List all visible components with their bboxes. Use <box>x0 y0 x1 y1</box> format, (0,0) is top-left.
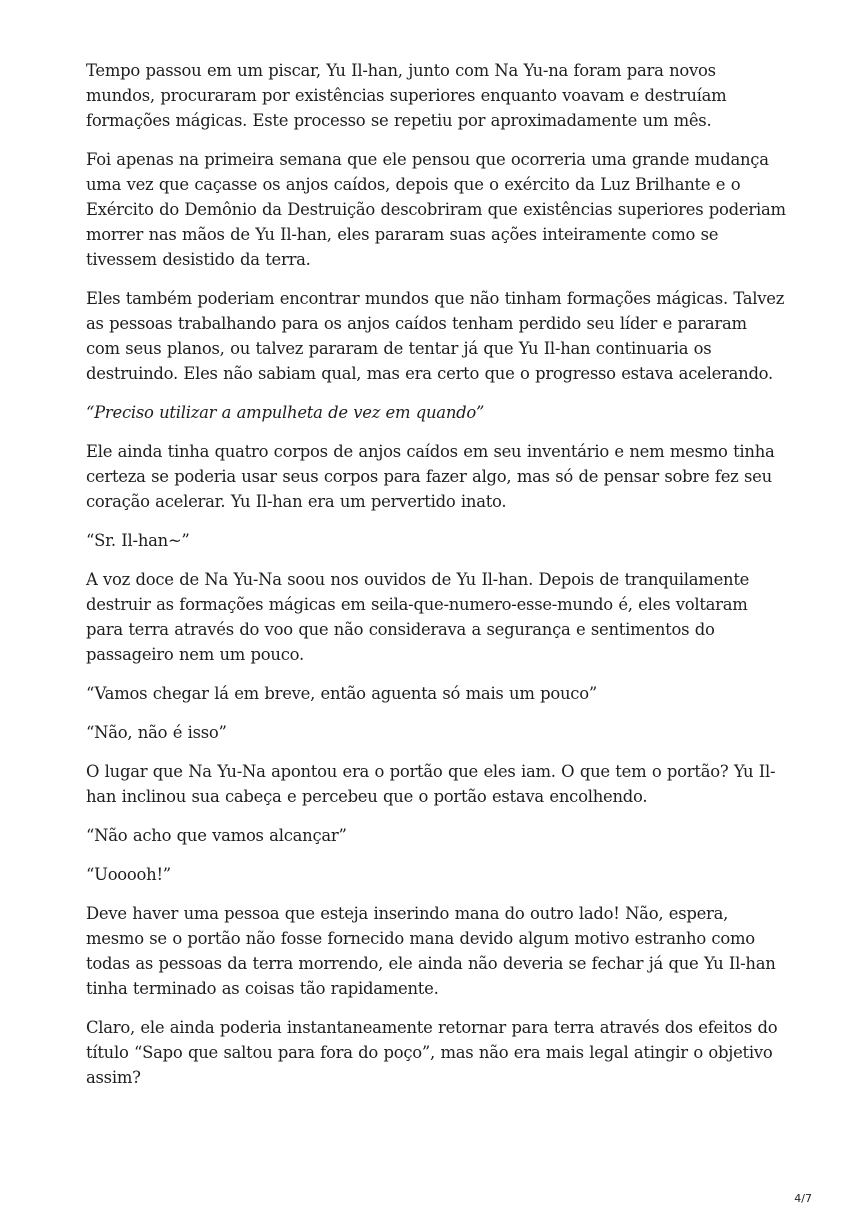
document-body <box>86 58 786 1104</box>
paragraph-7: A voz doce de Na Yu-Na soou nos ouvidos de Yu Il-han. Depois de tranquilamente destruir as formações mágicas em seila-que-numero-esse-mundo é, eles voltaram para terra através do voo que não considerava a segurança e sentimentos do passageiro nem um pouco. <box>86 570 750 664</box>
paragraph-10: O lugar que Na Yu-Na apontou era o portão que eles iam. O que tem o portão? Yu Il-han inclinou sua cabeça e percebeu que o portão estava encolhendo. <box>86 762 776 806</box>
paragraph-2: Foi apenas na primeira semana que ele pensou que ocorreria uma grande mudança uma vez que caçasse os anjos caídos, depois que o exército da Luz Brilhante e o Exército do Demônio da Destruição descobriram que existências superiores poderiam morrer nas mãos de Yu Il-han, eles pararam suas ações inteiramente como se tivessem desistido da terra. <box>86 150 786 269</box>
paragraph-8-dialogue: “Vamos chegar lá em breve, então aguenta só mais um pouco” <box>86 684 597 703</box>
paragraph-13: Deve haver uma pessoa que esteja inserindo mana do outro lado! Não, espera, mesmo se o portão não fosse fornecido mana devido algum motivo estranho como todas as pessoas da terra morrendo, ele ainda não deveria se fechar já que Yu Il-han tinha terminado as coisas tão rapidamente. <box>86 904 776 998</box>
paragraph-6-dialogue: “Sr. Il-han~” <box>86 531 190 550</box>
paragraph-3: Eles também poderiam encontrar mundos que não tinham formações mágicas. Talvez as pessoas trabalhando para os anjos caídos tenham perdido seu líder e pararam com seus planos, ou talvez pararam de tentar já que Yu Il-han continuaria os destruindo. Eles não sabiam qual, mas era certo que o progresso estava acelerando. <box>86 289 785 383</box>
paragraph-12-dialogue: “Uooooh!” <box>86 865 171 884</box>
paragraph-9-dialogue: “Não, não é isso” <box>86 723 227 742</box>
paragraph-11-dialogue: “Não acho que vamos alcançar” <box>86 826 347 845</box>
paragraph-4-thought: “Preciso utilizar a ampulheta de vez em quando” <box>86 403 485 422</box>
paragraph-1: Tempo passou em um piscar, Yu Il-han, junto com Na Yu-na foram para novos mundos, procuraram por existências superiores enquanto voavam e destruíam formações mágicas. Este processo se repetiu por aproximadamente um mês. <box>86 61 727 130</box>
paragraph-5: Ele ainda tinha quatro corpos de anjos caídos em seu inventário e nem mesmo tinha certeza se poderia usar seus corpos para fazer algo, mas só de pensar sobre fez seu coração acelerar. Yu Il-han era um pervertido inato. <box>86 442 775 511</box>
paragraph-14: Claro, ele ainda poderia instantaneamente retornar para terra através dos efeitos do título “Sapo que saltou para fora do poço”, mas não era mais legal atingir o objetivo assim? <box>86 1018 778 1087</box>
page-number: 4/7 <box>794 1192 812 1205</box>
